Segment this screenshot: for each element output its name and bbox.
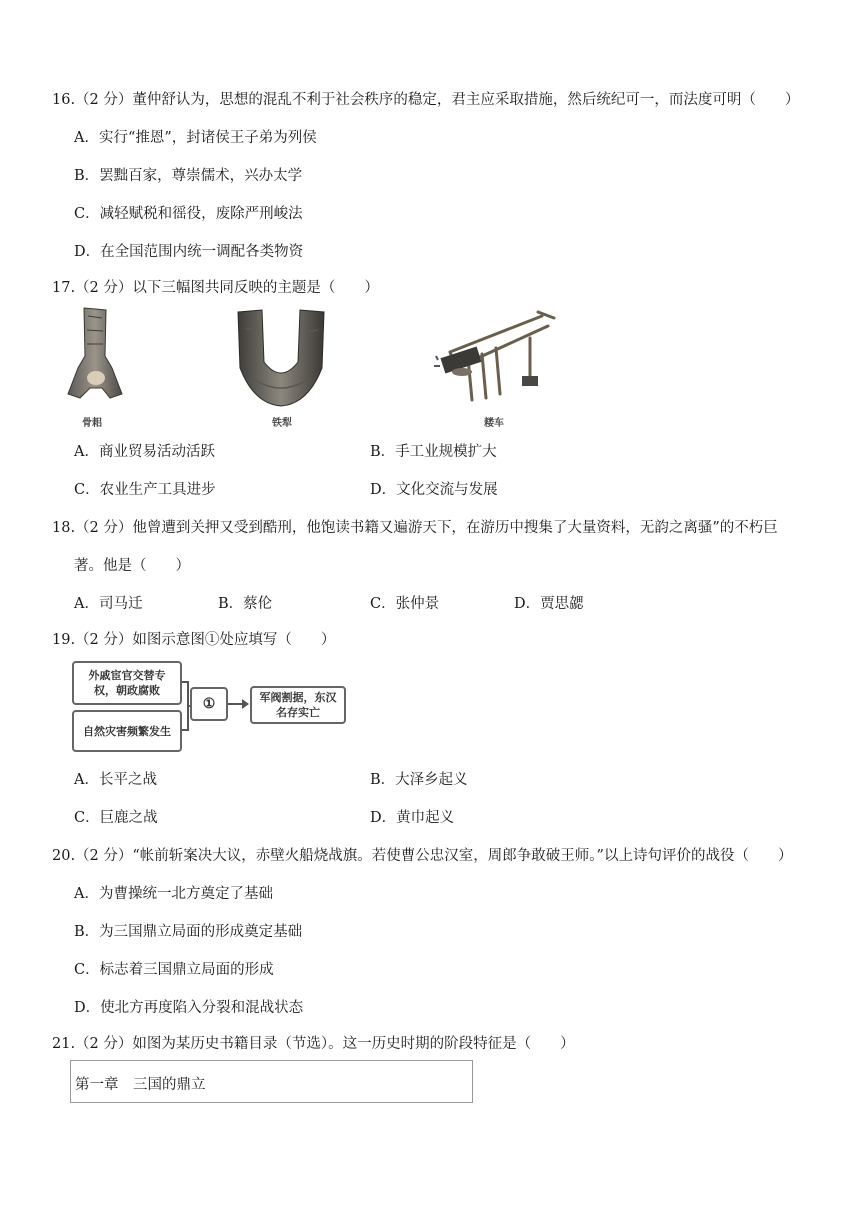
q19-option-b[interactable]: B．大泽乡起义 (370, 772, 468, 788)
diagram-cause-box-2: 自然灾害频繁发生 (72, 710, 182, 752)
q20-option-a[interactable]: A．为曹操统一北方奠定了基础 (74, 886, 273, 902)
q17-option-c[interactable]: C．农业生产工具进步 (74, 482, 216, 498)
diagram-result-box: 军阀割据，东汉名存实亡 (250, 686, 346, 724)
seed-drill-image (432, 308, 562, 408)
q19-option-c[interactable]: C．巨鹿之战 (74, 810, 158, 826)
book-toc-box (70, 1060, 473, 1103)
q17-option-b[interactable]: B．手工业规模扩大 (370, 444, 497, 460)
q16-option-b[interactable]: B．罢黜百家，尊崇儒术，兴办太学 (74, 168, 303, 184)
question-18-stem-line2: 著。他是（ ） (74, 558, 190, 574)
bone-spade-caption: 骨耜 (82, 418, 102, 429)
seed-drill-caption: 耧车 (484, 418, 504, 429)
iron-plough-image (232, 308, 330, 408)
q17-option-d[interactable]: D．文化交流与发展 (370, 482, 498, 498)
diagram-cause-box-1: 外戚宦官交替专权，朝政腐败 (72, 661, 182, 705)
q18-option-c[interactable]: C．张仲景 (370, 596, 440, 612)
toc-row: 第一章 三国的鼎立 (75, 1077, 206, 1093)
question-17-stem: 17.（2 分）以下三幅图共同反映的主题是（ ） (52, 280, 379, 296)
q20-option-c[interactable]: C．标志着三国鼎立局面的形成 (74, 962, 274, 978)
bone-spade-image (60, 306, 130, 410)
question-21-stem: 21.（2 分）如图为某历史书籍目录（节选）。这一历史时期的阶段特征是（ ） (52, 1036, 575, 1052)
question-18-stem-line1: 18.（2 分）他曾遭到关押又受到酷刑，他饱读书籍又遍游天下，在游历中搜集了大量资料，无韵之离骚”的不朽巨 (52, 520, 778, 536)
q18-option-d[interactable]: D．贾思勰 (514, 596, 584, 612)
question-20-stem: 20.（2 分）“帐前斩案决大议，赤壁火船烧战旗。若使曹公忠汉室，周郎争敢破王师。”以上诗句评价的战役（ ） (52, 848, 793, 864)
q16-option-d[interactable]: D．在全国范围内统一调配各类物资 (74, 244, 304, 260)
arrow-right-icon (228, 698, 250, 710)
q18-option-b[interactable]: B．蔡伦 (218, 596, 273, 612)
iron-plough-caption: 铁犁 (272, 418, 292, 429)
q16-option-a[interactable]: A．实行“推恩”，封诸侯王子弟为列侯 (74, 130, 317, 146)
q20-option-b[interactable]: B．为三国鼎立局面的形成奠定基础 (74, 924, 303, 940)
q16-option-c[interactable]: C．减轻赋税和徭役，废除严刑峻法 (74, 206, 303, 222)
q19-option-a[interactable]: A．长平之战 (74, 772, 157, 788)
question-16-stem: 16.（2 分）董仲舒认为，思想的混乱不利于社会秩序的稳定，君主应采取措施，然后统纪可一，而法度可明（ ） (52, 92, 800, 108)
q17-option-a[interactable]: A．商业贸易活动活跃 (74, 444, 215, 460)
question-19-stem: 19.（2 分）如图示意图①处应填写（ ） (52, 632, 336, 648)
diagram-blank-box: ① (190, 687, 228, 721)
q19-option-d[interactable]: D．黄巾起义 (370, 810, 455, 826)
q20-option-d[interactable]: D．使北方再度陷入分裂和混战状态 (74, 1000, 304, 1016)
q18-option-a[interactable]: A．司马迁 (74, 596, 143, 612)
